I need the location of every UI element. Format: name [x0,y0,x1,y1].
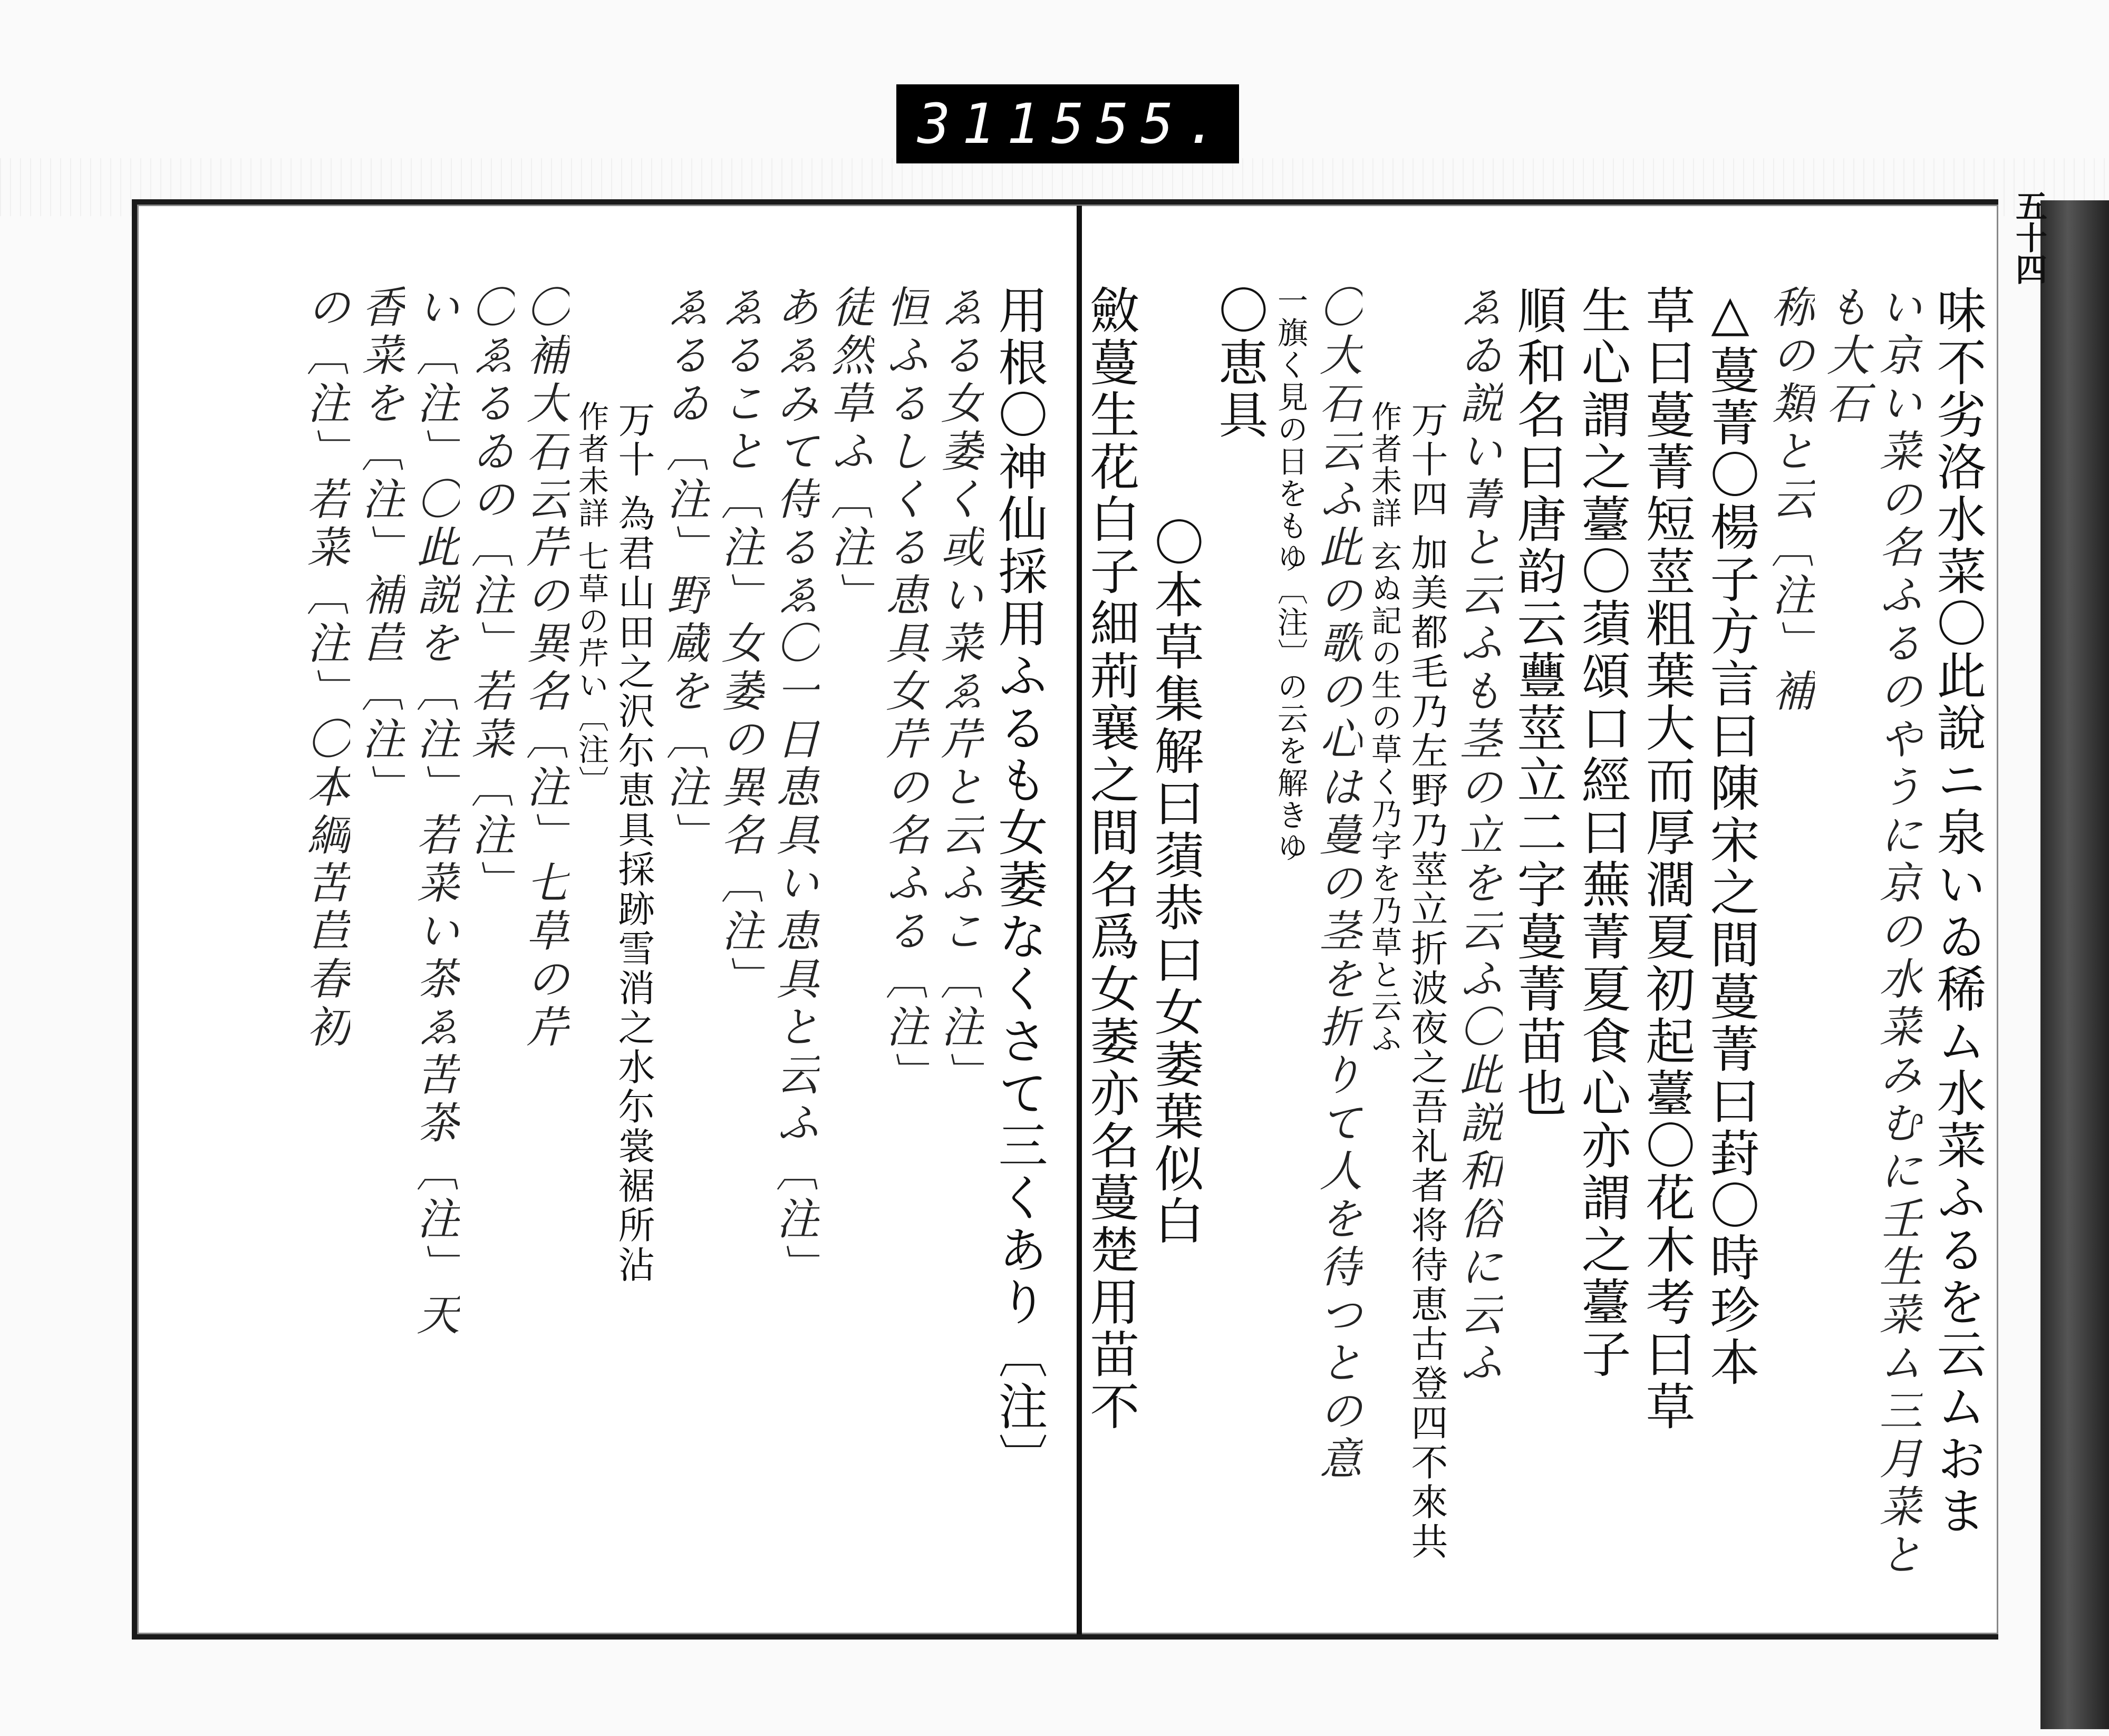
page-number: 五十四 [2010,190,2047,285]
note-column: 一旗く見の日をもゆ〔注〕の云を解きゆ [1272,285,1308,864]
note-column: 作者未詳 玄ぬ記の生の草く乃字を乃草と云ふ [1366,401,1402,1055]
page-edge-shadow [2040,200,2109,1729]
text-column: 順和名曰唐韵云蘴莖立二字蔓菁苗也 [1508,285,1566,1120]
text-column: 味不劣洛水菜〇此說ニ泉いゐ稀ム水菜ふるを云ムおま [1928,285,1986,1537]
text-column: 徒然草ふ〔注〕 [824,285,874,620]
text-column: の〔注〕若菜〔注〕〇本綱苦苣春初 [300,285,350,1052]
text-column: い京い菜の名ふるのやうに京の水菜みむに壬生菜ム三月菜とも大石 [1820,285,1922,1580]
archive-number-label [896,84,1239,163]
text-column: 〇本草集解曰蕦恭曰女萎葉似白 [1146,517,1203,1247]
text-column: 用根〇神仙採用ふるも女萎なくさて三くあり〔注〕 [990,285,1047,1485]
text-column: 称の類と云〔注〕補 [1765,285,1815,716]
right-page [1081,285,1988,1618]
text-column: ゑるゐ〔注〕野蔵を〔注〕 [660,285,710,860]
left-page [206,285,1049,1618]
text-column: 〇大石云ふ此の歌の心は蔓の茎を折りて人を待つとの意 [1312,285,1362,1484]
poem-column: 万十四 加美都毛乃左野乃莖立折波夜之吾礼者将待恵古登四不來共 [1405,401,1448,1562]
text-column: ゑること〔注〕女萎の異名〔注〕 [714,285,765,1004]
text-column: ゑる女萎く或い菜ゑ芹と云ふこ〔注〕 [934,285,984,1100]
text-column: 〇ゑるゐの〔注〕若菜〔注〕 [465,285,515,908]
text-column: 香菜を〔注〕補苣〔注〕 [355,285,405,812]
note-column: 作者未詳 七草の芹い〔注〕 [573,401,609,798]
text-column: い〔注〕〇此説を〔注〕若菜い茶ゑ苦茶〔注〕天 [410,285,460,1340]
text-column: 草曰蔓菁短莖粗葉大而厚濶夏初起薹〇花木考曰草 [1637,285,1695,1433]
text-column: ゑゐ説い菁と云ふも茎の立を云ふ〇此説和俗に云ふ [1453,285,1503,1388]
text-column: △蔓菁〇楊子方言曰陳宋之間蔓菁曰葑〇時珍本 [1701,285,1759,1389]
text-column: 恒ふるしくる恵具女芹の名ふる〔注〕 [879,285,929,1100]
text-column: 斂蔓生花白子細荊襄之間名爲女萎亦名蔓楚用苗不 [1081,285,1139,1433]
text-column: あゑみて侍るゑ〇一日恵具い恵具と云ふ〔注〕 [769,285,819,1292]
archive-number-left: 311 [917,92,1051,156]
archive-number-right: 555. [1051,92,1230,156]
text-column: 生心謂之薹〇蕦頌口經曰蕪菁夏食心亦謂之薹子 [1573,285,1630,1381]
poem-column: 万十 為君山田之沢尓恵具採跡雪消之水尓裳裾所沾 [612,401,655,1285]
text-column: 〇補大石云芹の異名〔注〕七草の芹 [519,285,569,1052]
entry-heading: 〇恵具 [1210,285,1268,441]
